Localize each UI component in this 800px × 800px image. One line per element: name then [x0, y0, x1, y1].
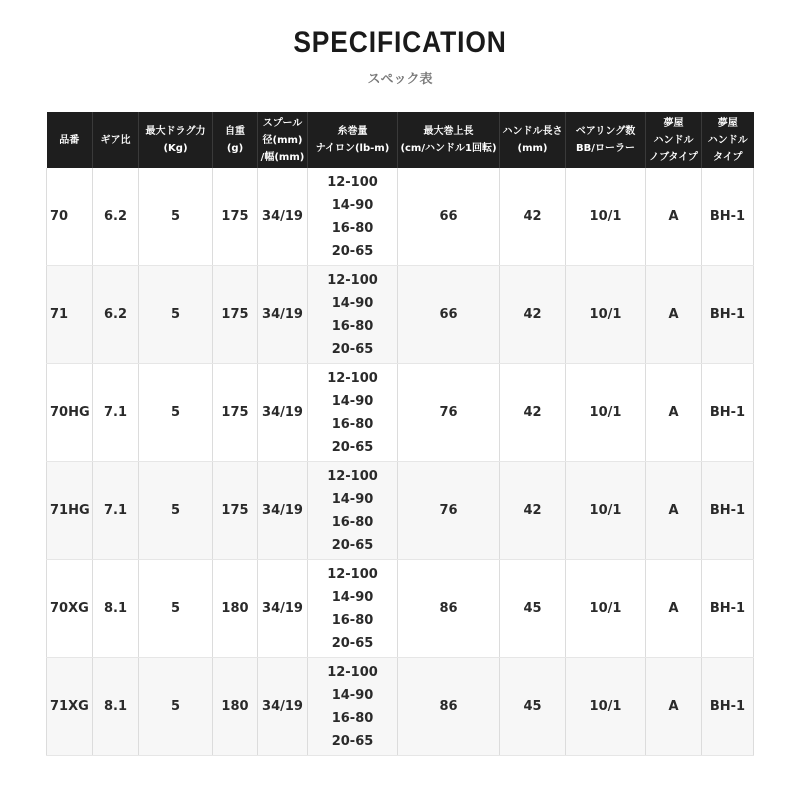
cell-handle-type: BH-1	[702, 364, 754, 462]
cell-model: 70	[47, 168, 93, 266]
table-row	[47, 364, 754, 462]
cell-spool: 34/19	[258, 658, 308, 756]
cell-retrieve: 76	[398, 462, 500, 560]
cell-model: 71HG	[47, 462, 93, 560]
cell-handle-length: 42	[500, 462, 566, 560]
cell-handle-type: BH-1	[702, 266, 754, 364]
cell-knob-type: A	[646, 364, 702, 462]
cell-retrieve: 66	[398, 168, 500, 266]
table-header-row	[47, 112, 754, 168]
cell-line-capacity: 12-100 14-90 16-80 20-65	[308, 168, 398, 266]
header-line-capacity: 糸巻量 ナイロン(lb-m)	[308, 112, 398, 168]
header-weight: 自重 (g)	[213, 112, 258, 168]
cell-weight: 175	[213, 364, 258, 462]
cell-weight: 175	[213, 462, 258, 560]
table-row	[47, 168, 754, 266]
cell-max-drag: 5	[139, 560, 213, 658]
header-knob-type: 夢屋 ハンドル ノブタイプ	[646, 112, 702, 168]
cell-line-capacity: 12-100 14-90 16-80 20-65	[308, 364, 398, 462]
cell-handle-length: 45	[500, 560, 566, 658]
cell-weight: 175	[213, 168, 258, 266]
cell-knob-type: A	[646, 462, 702, 560]
cell-handle-length: 42	[500, 168, 566, 266]
cell-knob-type: A	[646, 560, 702, 658]
cell-line-capacity: 12-100 14-90 16-80 20-65	[308, 266, 398, 364]
cell-line-capacity: 12-100 14-90 16-80 20-65	[308, 560, 398, 658]
header-handle-length: ハンドル長さ (mm)	[500, 112, 566, 168]
cell-bearings: 10/1	[566, 266, 646, 364]
cell-model: 70HG	[47, 364, 93, 462]
cell-bearings: 10/1	[566, 168, 646, 266]
cell-max-drag: 5	[139, 266, 213, 364]
cell-spool: 34/19	[258, 560, 308, 658]
cell-bearings: 10/1	[566, 462, 646, 560]
cell-model: 71	[47, 266, 93, 364]
cell-max-drag: 5	[139, 462, 213, 560]
header-handle-type: 夢屋 ハンドル タイプ	[702, 112, 754, 168]
cell-handle-type: BH-1	[702, 462, 754, 560]
header-model: 品番	[47, 112, 93, 168]
cell-max-drag: 5	[139, 168, 213, 266]
cell-retrieve: 86	[398, 658, 500, 756]
cell-handle-length: 45	[500, 658, 566, 756]
cell-model: 71XG	[47, 658, 93, 756]
header-spool: スプール 径(mm) /幅(mm)	[258, 112, 308, 168]
spec-table	[46, 112, 754, 756]
page-subtitle: スペック表	[367, 72, 433, 87]
cell-line-capacity: 12-100 14-90 16-80 20-65	[308, 462, 398, 560]
cell-weight: 180	[213, 658, 258, 756]
cell-handle-type: BH-1	[702, 658, 754, 756]
cell-knob-type: A	[646, 658, 702, 756]
table-row	[47, 266, 754, 364]
cell-knob-type: A	[646, 266, 702, 364]
cell-spool: 34/19	[258, 168, 308, 266]
header-bearings: ベアリング数 BB/ローラー	[566, 112, 646, 168]
cell-weight: 180	[213, 560, 258, 658]
cell-gear-ratio: 7.1	[93, 462, 139, 560]
cell-retrieve: 66	[398, 266, 500, 364]
cell-retrieve: 86	[398, 560, 500, 658]
cell-max-drag: 5	[139, 364, 213, 462]
cell-spool: 34/19	[258, 364, 308, 462]
cell-retrieve: 76	[398, 364, 500, 462]
cell-weight: 175	[213, 266, 258, 364]
table-row	[47, 560, 754, 658]
cell-handle-type: BH-1	[702, 560, 754, 658]
cell-handle-length: 42	[500, 266, 566, 364]
cell-gear-ratio: 8.1	[93, 560, 139, 658]
cell-gear-ratio: 8.1	[93, 658, 139, 756]
cell-bearings: 10/1	[566, 364, 646, 462]
cell-gear-ratio: 7.1	[93, 364, 139, 462]
header-gear-ratio: ギア比	[93, 112, 139, 168]
cell-handle-length: 42	[500, 364, 566, 462]
cell-handle-type: BH-1	[702, 168, 754, 266]
cell-knob-type: A	[646, 168, 702, 266]
table-row	[47, 462, 754, 560]
cell-spool: 34/19	[258, 462, 308, 560]
cell-model: 70XG	[47, 560, 93, 658]
page-title: SPECIFICATION	[293, 26, 507, 59]
header-max-drag: 最大ドラグ力 (Kg)	[139, 112, 213, 168]
cell-gear-ratio: 6.2	[93, 266, 139, 364]
cell-gear-ratio: 6.2	[93, 168, 139, 266]
cell-spool: 34/19	[258, 266, 308, 364]
cell-bearings: 10/1	[566, 658, 646, 756]
cell-max-drag: 5	[139, 658, 213, 756]
header-retrieve: 最大巻上長 (cm/ハンドル1回転)	[398, 112, 500, 168]
table-row	[47, 658, 754, 756]
cell-line-capacity: 12-100 14-90 16-80 20-65	[308, 658, 398, 756]
cell-bearings: 10/1	[566, 560, 646, 658]
